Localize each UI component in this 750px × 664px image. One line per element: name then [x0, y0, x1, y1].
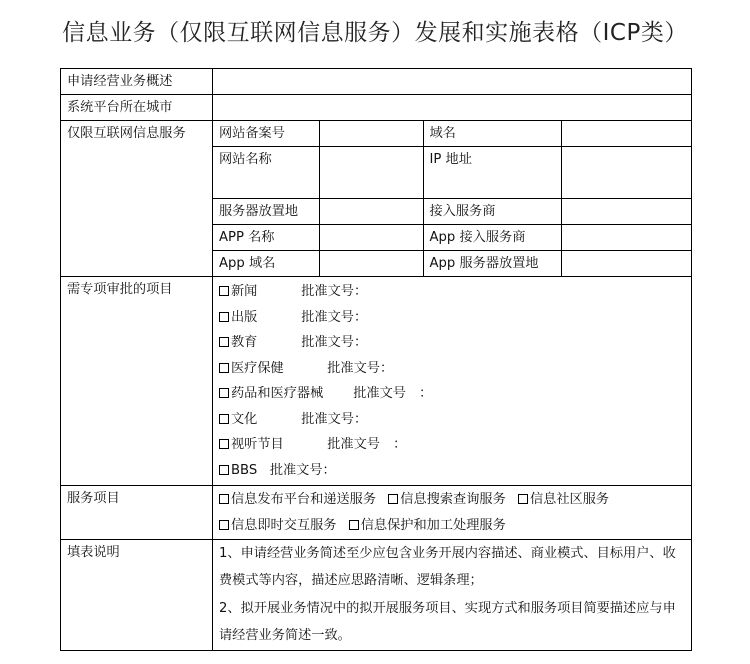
approval-number-label: 批准文号：	[301, 284, 368, 299]
city-value-cell[interactable]	[213, 95, 692, 121]
approval-item-healthcare	[219, 356, 685, 382]
approval-number-label: 批准文号 ：	[327, 437, 407, 452]
service-option-label: 信息即时交互服务	[231, 517, 337, 533]
checkbox[interactable]	[219, 414, 229, 424]
app-server-location-label: App 服务器放置地	[423, 251, 561, 277]
city-label: 系统平台所在城市	[61, 95, 213, 121]
service-row	[61, 486, 692, 540]
server-location-value[interactable]	[319, 199, 423, 225]
service-option-protection	[349, 518, 506, 533]
approval-number-label: 批准文号：	[269, 462, 336, 478]
summary-value-cell[interactable]	[213, 69, 692, 95]
icp-form-table	[60, 68, 692, 651]
notes-row	[61, 540, 692, 651]
domain-value[interactable]	[561, 121, 691, 147]
ip-label: IP 地址	[423, 147, 561, 199]
record-no-value[interactable]	[319, 121, 423, 147]
checkbox[interactable]	[219, 465, 229, 475]
note-2: 2、拟开展业务情况中的拟开展服务项目、实现方式和服务项目简要描述应与申请经营业务简述一致。	[219, 601, 676, 643]
service-option-instant	[219, 518, 337, 533]
checkbox[interactable]	[219, 494, 229, 504]
checkbox[interactable]	[219, 388, 229, 398]
checkbox[interactable]	[219, 337, 229, 347]
checkbox[interactable]	[219, 363, 229, 373]
approval-item-label: 药品和医疗器械	[231, 386, 324, 401]
approval-label: 需专项审批的项目	[61, 277, 213, 486]
app-access-provider-value[interactable]	[561, 225, 691, 251]
app-server-location-value[interactable]	[561, 251, 691, 277]
service-option-label: 信息搜索查询服务	[400, 492, 506, 507]
service-option-search	[388, 492, 506, 507]
checkbox[interactable]	[219, 439, 229, 449]
approval-number-label: 批准文号：	[301, 335, 368, 350]
app-domain-label: App 域名	[213, 251, 319, 277]
summary-row	[61, 69, 692, 95]
page-title: 信息业务（仅限互联网信息服务）发展和实施表格（ICP类）	[62, 20, 688, 46]
service-option-label: 信息保护和加工处理服务	[360, 517, 506, 533]
app-name-label: APP 名称	[213, 225, 319, 251]
approval-items	[213, 277, 692, 486]
internet-subtable	[213, 121, 691, 276]
approval-item-bbs	[219, 458, 685, 484]
checkbox[interactable]	[388, 494, 398, 504]
service-items	[213, 486, 692, 540]
approval-item-label: BBS	[231, 462, 258, 478]
summary-label: 申请经营业务概述	[61, 69, 213, 95]
approval-item-label: 医疗保健	[231, 360, 284, 376]
approval-number-label: 批准文号：	[327, 360, 394, 376]
note-1: 1、申请经营业务简述至少应包含业务开展内容描述、商业模式、目标用户、收费模式等内容，描述应思路清晰、逻辑条理；	[219, 546, 676, 588]
approval-number-label: 批准文号：	[301, 411, 368, 427]
site-name-label: 网站名称	[213, 147, 319, 199]
approval-item-label: 教育	[231, 335, 258, 350]
checkbox[interactable]	[518, 494, 528, 504]
notes-label: 填表说明	[61, 540, 213, 651]
internet-details	[213, 121, 692, 277]
notes-content	[213, 540, 692, 651]
access-provider-value[interactable]	[561, 199, 691, 225]
approval-item-news	[219, 279, 685, 305]
approval-row	[61, 277, 692, 486]
record-no-label: 网站备案号	[213, 121, 319, 147]
app-name-value[interactable]	[319, 225, 423, 251]
approval-item-publishing	[219, 305, 685, 331]
service-option-label: 信息社区服务	[529, 492, 610, 507]
checkbox[interactable]	[349, 520, 359, 530]
approval-item-label: 文化	[231, 411, 258, 427]
internet-label: 仅限互联网信息服务	[61, 121, 213, 277]
service-option-publishing	[219, 492, 376, 507]
approval-item-label: 出版	[231, 309, 258, 325]
service-option-community	[518, 492, 609, 507]
app-access-provider-label: App 接入服务商	[423, 225, 561, 251]
approval-item-av	[219, 432, 685, 458]
app-domain-value[interactable]	[319, 251, 423, 277]
service-option-label: 信息发布平台和递送服务	[231, 492, 377, 507]
approval-item-drugs	[219, 381, 685, 407]
checkbox[interactable]	[219, 312, 229, 322]
approval-item-label: 视听节目	[231, 437, 284, 452]
site-name-value[interactable]	[319, 147, 423, 199]
checkbox[interactable]	[219, 520, 229, 530]
server-location-label: 服务器放置地	[213, 199, 319, 225]
access-provider-label: 接入服务商	[423, 199, 561, 225]
checkbox[interactable]	[219, 286, 229, 296]
ip-value[interactable]	[561, 147, 691, 199]
approval-item-culture	[219, 407, 685, 433]
approval-number-label: 批准文号 ：	[353, 386, 433, 401]
domain-label: 域名	[423, 121, 561, 147]
approval-number-label: 批准文号：	[301, 309, 368, 325]
internet-row	[61, 121, 692, 277]
city-row	[61, 95, 692, 121]
approval-item-label: 新闻	[231, 284, 258, 299]
service-label: 服务项目	[61, 486, 213, 540]
approval-item-education	[219, 330, 685, 356]
